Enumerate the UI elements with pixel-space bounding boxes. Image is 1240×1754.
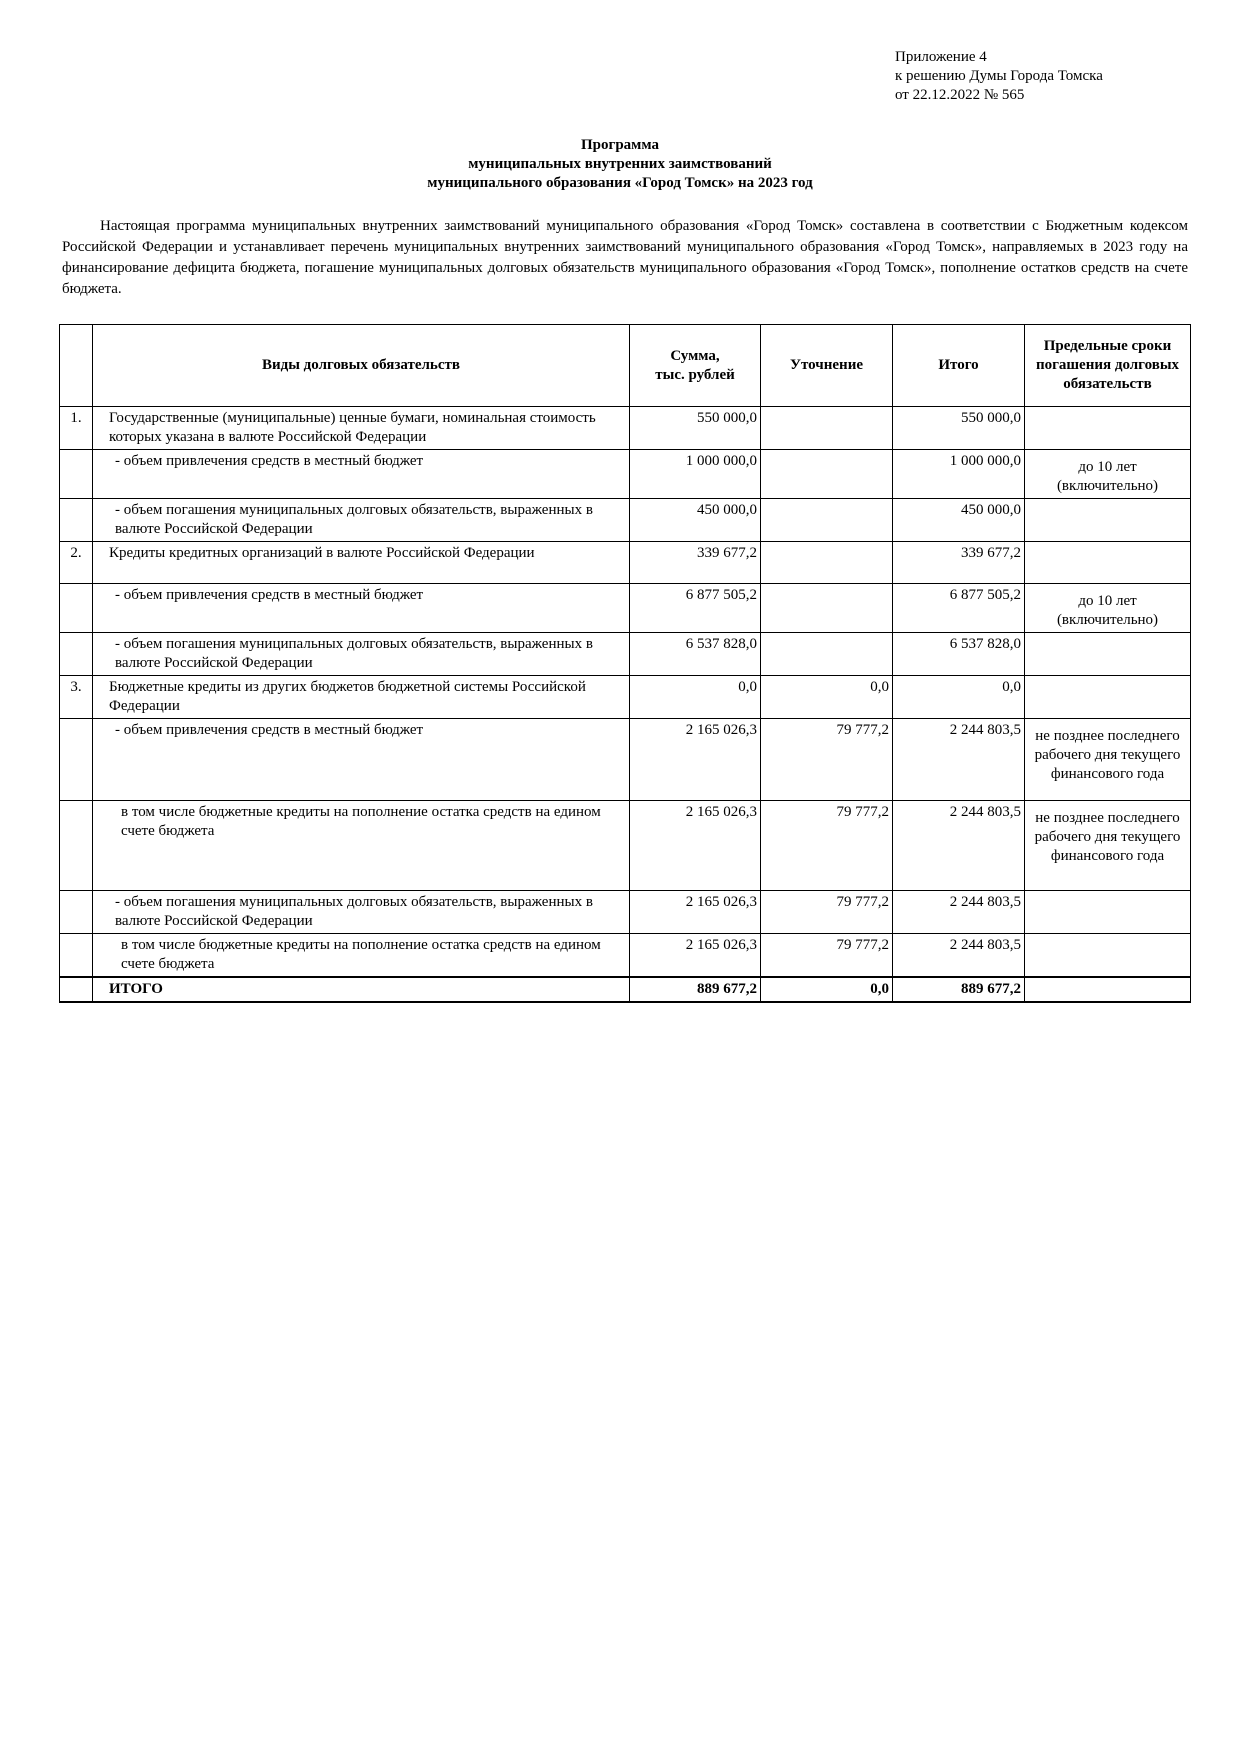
row-num [60, 801, 93, 891]
row-num [60, 584, 93, 633]
row-adjust [761, 584, 893, 633]
row-sum: 0,0 [630, 676, 761, 719]
header-name: Виды долговых обязательств [93, 325, 630, 407]
row-sum: 2 165 026,3 [630, 801, 761, 891]
row-term: не позднее последнего рабочего дня текущего финансового года [1025, 719, 1191, 801]
table-row [60, 542, 1191, 584]
row-total: 2 244 803,5 [893, 891, 1025, 934]
row-name: Бюджетные кредиты из других бюджетов бюджетной системы Российской Федерации [93, 676, 630, 719]
total-term [1025, 977, 1191, 1002]
row-adjust: 79 777,2 [761, 801, 893, 891]
row-total: 1 000 000,0 [893, 450, 1025, 499]
row-sum: 2 165 026,3 [630, 719, 761, 801]
row-name: в том числе бюджетные кредиты на пополнение остатка средств на едином счете бюджета [93, 801, 630, 891]
row-num [60, 934, 93, 978]
row-sum: 6 877 505,2 [630, 584, 761, 633]
table-row [60, 584, 1191, 633]
row-name: в том числе бюджетные кредиты на пополнение остатка средств на едином счете бюджета [93, 934, 630, 978]
table-row [60, 891, 1191, 934]
row-term [1025, 891, 1191, 934]
row-term [1025, 676, 1191, 719]
table-row [60, 719, 1191, 801]
appendix-block [895, 48, 1103, 105]
header-term: Предельные сроки погашения долговых обязательств [1025, 325, 1191, 407]
title-line: муниципальных внутренних заимствований [468, 156, 772, 172]
row-term [1025, 407, 1191, 450]
row-sum: 2 165 026,3 [630, 891, 761, 934]
row-total: 2 244 803,5 [893, 801, 1025, 891]
row-total: 550 000,0 [893, 407, 1025, 450]
row-num [60, 633, 93, 676]
row-sum: 6 537 828,0 [630, 633, 761, 676]
row-name: Государственные (муниципальные) ценные бумаги, номинальная стоимость которых указана в валюте Российской Федерации [93, 407, 630, 450]
row-num: 3. [60, 676, 93, 719]
total-sum: 889 677,2 [630, 977, 761, 1002]
row-num: 2. [60, 542, 93, 584]
row-term: до 10 лет (включительно) [1025, 584, 1191, 633]
row-adjust: 79 777,2 [761, 891, 893, 934]
total-adjust: 0,0 [761, 977, 893, 1002]
row-num: 1. [60, 407, 93, 450]
row-num [60, 499, 93, 542]
row-name: - объем погашения муниципальных долговых обязательств, выраженных в валюте Российской Федерации [93, 891, 630, 934]
appendix-line: от 22.12.2022 № 565 [895, 87, 1025, 103]
row-adjust: 0,0 [761, 676, 893, 719]
row-term [1025, 499, 1191, 542]
row-total: 450 000,0 [893, 499, 1025, 542]
row-adjust: 79 777,2 [761, 934, 893, 978]
title-line: муниципального образования «Город Томск» на 2023 год [427, 175, 813, 191]
table-header-row [60, 325, 1191, 407]
row-name: - объем погашения муниципальных долговых обязательств, выраженных в валюте Российской Федерации [93, 633, 630, 676]
row-total: 0,0 [893, 676, 1025, 719]
row-name: - объем привлечения средств в местный бюджет [93, 584, 630, 633]
row-sum: 550 000,0 [630, 407, 761, 450]
table-row [60, 450, 1191, 499]
row-num [60, 891, 93, 934]
intro-paragraph: Настоящая программа муниципальных внутренних заимствований муниципального образования «Город Томск» составлена в соответствии с Бюджетным кодексом Российской Федерации и устанавливает перечень муниципальных внутренних заимствований муниципального образования «Город Томск», направляемых в 2023 году на финансирование дефицита бюджета, погашение муниципальных долговых обязательств муниципального образования «Город Томск», пополнение остатков средств на счете бюджета. [62, 218, 1188, 297]
row-total: 2 244 803,5 [893, 719, 1025, 801]
total-total: 889 677,2 [893, 977, 1025, 1002]
row-adjust [761, 450, 893, 499]
row-sum: 450 000,0 [630, 499, 761, 542]
document-title [0, 136, 1240, 193]
row-adjust [761, 542, 893, 584]
row-sum: 339 677,2 [630, 542, 761, 584]
header-total: Итого [893, 325, 1025, 407]
row-sum: 1 000 000,0 [630, 450, 761, 499]
row-term: не позднее последнего рабочего дня текущего финансового года [1025, 801, 1191, 891]
row-adjust: 79 777,2 [761, 719, 893, 801]
total-label: ИТОГО [93, 977, 630, 1002]
borrowing-table [59, 324, 1191, 1003]
row-name: - объем погашения муниципальных долговых обязательств, выраженных в валюте Российской Федерации [93, 499, 630, 542]
header-sum: Сумма, тыс. рублей [630, 325, 761, 407]
table-row [60, 407, 1191, 450]
row-term [1025, 633, 1191, 676]
table-row [60, 499, 1191, 542]
row-adjust [761, 499, 893, 542]
row-sum: 2 165 026,3 [630, 934, 761, 978]
header-adjust: Уточнение [761, 325, 893, 407]
row-total: 339 677,2 [893, 542, 1025, 584]
appendix-line: к решению Думы Города Томска [895, 68, 1103, 84]
row-adjust [761, 633, 893, 676]
table-row [60, 676, 1191, 719]
row-term: до 10 лет (включительно) [1025, 450, 1191, 499]
row-total: 6 877 505,2 [893, 584, 1025, 633]
table-row [60, 801, 1191, 891]
total-num [60, 977, 93, 1002]
row-num [60, 450, 93, 499]
row-total: 2 244 803,5 [893, 934, 1025, 978]
row-total: 6 537 828,0 [893, 633, 1025, 676]
row-num [60, 719, 93, 801]
table-row [60, 934, 1191, 978]
row-name: Кредиты кредитных организаций в валюте Российской Федерации [93, 542, 630, 584]
row-name: - объем привлечения средств в местный бюджет [93, 450, 630, 499]
table-body [60, 407, 1191, 1003]
row-term [1025, 542, 1191, 584]
header-num [60, 325, 93, 407]
title-line: Программа [581, 137, 659, 153]
row-adjust [761, 407, 893, 450]
table-row [60, 633, 1191, 676]
row-name: - объем привлечения средств в местный бюджет [93, 719, 630, 801]
total-row [60, 977, 1191, 1002]
row-term [1025, 934, 1191, 978]
appendix-line: Приложение 4 [895, 49, 987, 65]
